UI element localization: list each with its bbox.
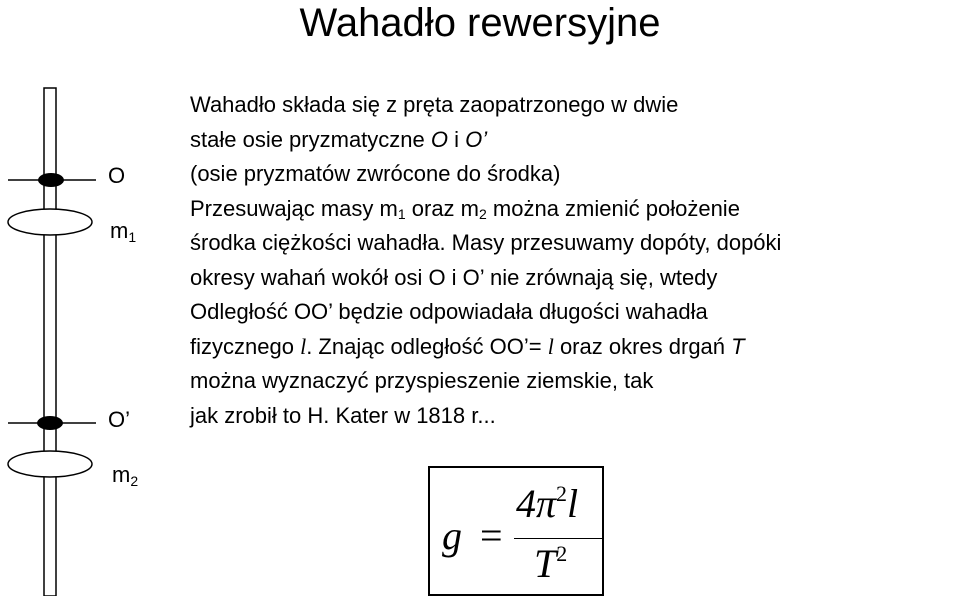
- mass-2-disk: [8, 451, 92, 477]
- slide-title: Wahadło rewersyjne: [299, 1, 661, 45]
- formula-denominator: $T^2$: [534, 541, 568, 586]
- mass-2-label: $m_2$: [112, 462, 139, 489]
- formula-fraction-bar: [514, 538, 604, 539]
- mass-1-disk: [8, 209, 92, 235]
- text-line-2: stałe osie pryzmatyczne O i O’: [190, 126, 488, 152]
- text-line-1: Wahadło składa się z pręta zaopatrzonego w dwie: [190, 92, 679, 117]
- text-line-6: okresy wahań wokół osi O i O’ nie zrównają się, wtedy: [190, 264, 718, 290]
- description-text: [190, 88, 960, 433]
- axis-o-prism: [38, 173, 64, 187]
- formula-lhs: g: [442, 513, 462, 558]
- text-line-8: fizycznego l. Znając odległość OO’= l oraz okres drgań T: [190, 333, 745, 359]
- text-line-5: środka ciężkości wahadła. Masy przesuwamy dopóty, dopóki: [190, 230, 782, 255]
- text-line-3: (osie pryzmatów zwrócone do środka): [190, 161, 561, 186]
- text-line-4: Przesuwając masy $m_1$ oraz $m_2$ można zmienić położenie: [190, 195, 740, 222]
- mass-1-label: $m_1$: [110, 218, 137, 245]
- formula-numerator: $4\pi^2l$: [516, 481, 579, 526]
- formula-equals: =: [480, 513, 503, 558]
- text-line-9: można wyznaczyć przyspieszenie ziemskie, tak: [190, 368, 654, 393]
- pendulum-rod: [44, 88, 56, 596]
- text-line-10: jak zrobił to H. Kater w 1818 r...: [190, 402, 496, 428]
- axis-o-prime-label: O’: [108, 407, 130, 432]
- formula-box: [428, 466, 604, 596]
- text-line-7: Odległość OO’ będzie odpowiadała długości wahadła: [190, 299, 708, 324]
- axis-o-prime-prism: [37, 416, 63, 430]
- axis-o-label: O: [108, 163, 126, 188]
